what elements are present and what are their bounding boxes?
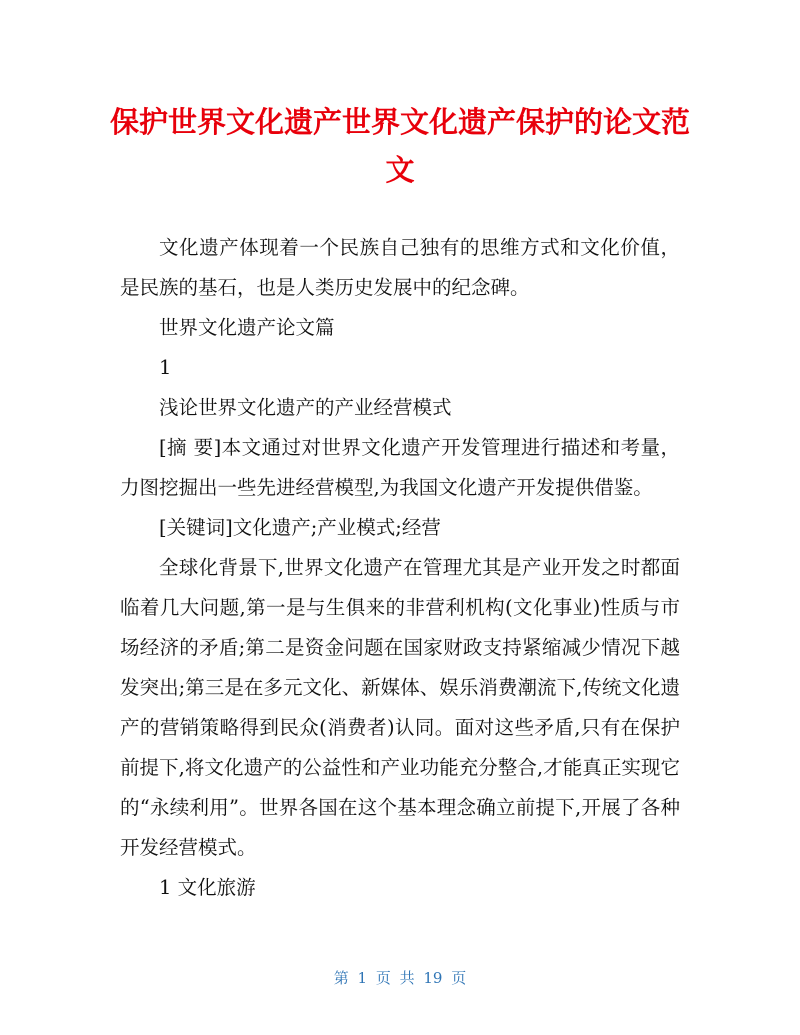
paragraph-intro: 文化遗产体现着一个民族自己独有的思维方式和文化价值，是民族的基石，也是人类历史发展中的纪念碑。 [120, 236, 680, 299]
paragraph-main: 全球化背景下,世界文化遗产在管理尤其是产业开发之时都面临着几大问题,第一是与生俱来的非营利机构(文化事业)性质与市场经济的矛盾;第二是资金问题在国家财政支持紧缩减少情况下越发突出;第三是在多元文化、新媒体、娱乐消费潮流下,传统文化遗产的营销策略得到民众(消费者)认同。面对这些矛盾,只有在保护前提下,将文化遗产的公益性和产业功能充分整合,才能真正实现它的“永续利用”。世界各国在这个基本理念确立前提下,开展了各种开发经营模式。 [120, 556, 680, 859]
page-number-footer: 第 1 页 共 19 页 [333, 969, 467, 987]
paragraph-abstract: [摘 要]本文通过对世界文化遗产开发管理进行描述和考量，力图挖掘出一些先进经营模型,为我国文化遗产开发提供借鉴。 [120, 436, 680, 499]
document-body [120, 228, 680, 908]
paragraph-subheading: 1 文化旅游 [159, 876, 256, 899]
paragraph-section-label: 世界文化遗产论文篇 [159, 316, 335, 339]
paragraph-section-number: 1 [159, 356, 172, 379]
paragraph-article-title: 浅论世界文化遗产的产业经营模式 [159, 396, 452, 419]
document-title: 保护世界文化遗产世界文化遗产保护的论文范文 [109, 105, 690, 187]
paragraph-keywords: [关键词]文化遗产;产业模式;经营 [159, 516, 441, 539]
